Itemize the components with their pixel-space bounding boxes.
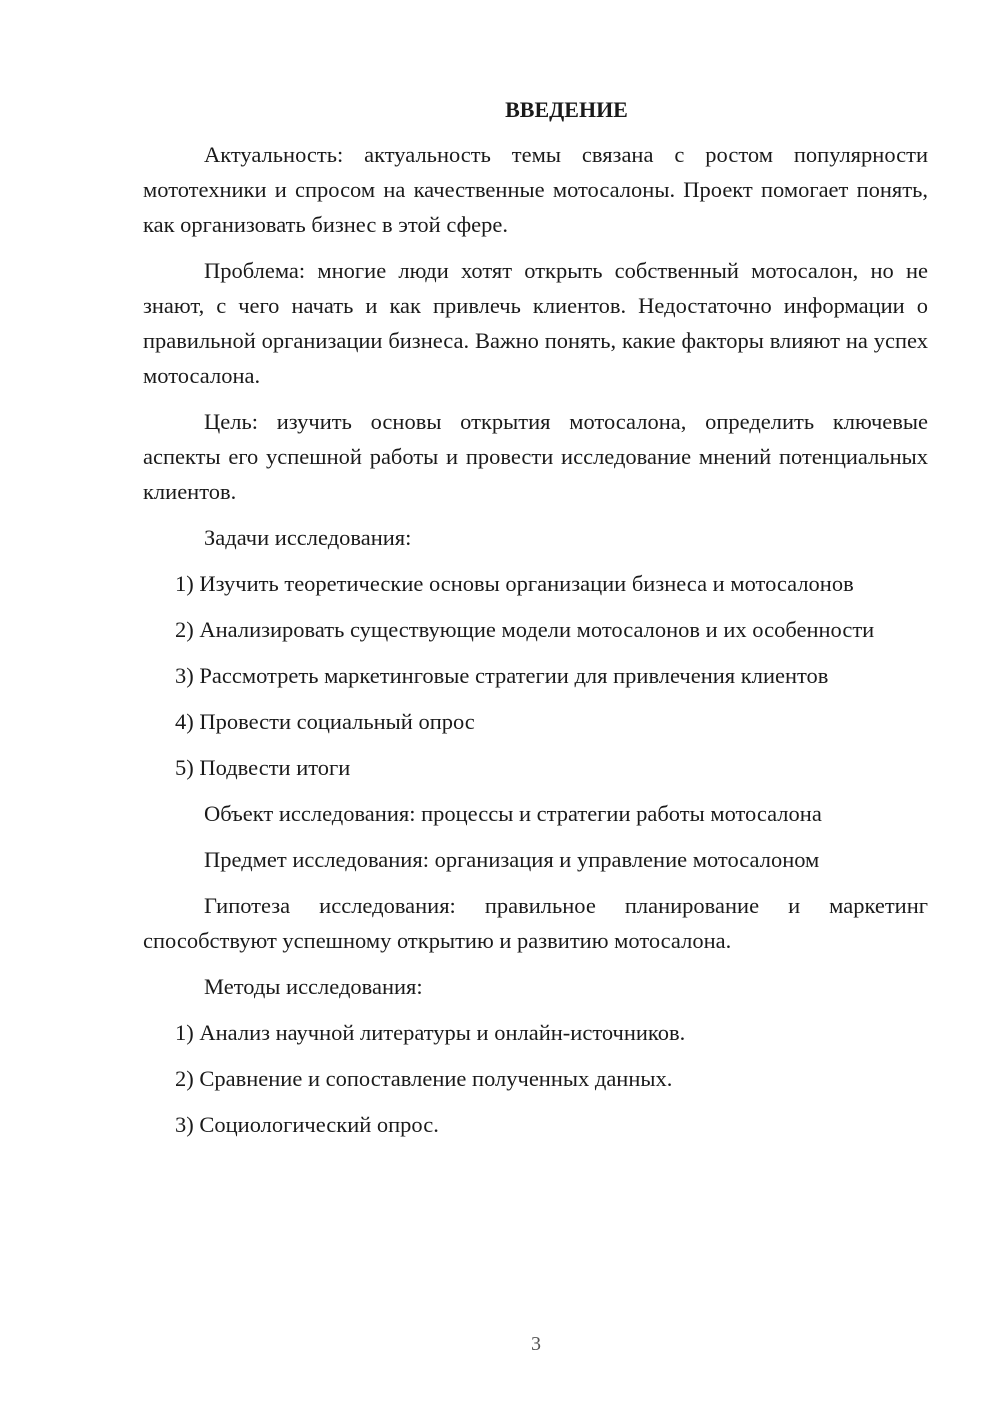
task-item: 3) Рассмотреть маркетинговые стратегии для привлечения клиентов (175, 663, 829, 688)
task-item: 2) Анализировать существующие модели мотосалонов и их особенности (175, 617, 875, 642)
document-body (143, 92, 928, 1153)
goal-paragraph: Цель: изучить основы открытия мотосалона, определить ключевые аспекты его успешной работы и провести исследование мнений потенциальных клиентов. (143, 409, 928, 504)
method-item: 2) Сравнение и сопоставление полученных данных. (175, 1066, 673, 1091)
task-item: 5) Подвести итоги (175, 755, 351, 780)
subject-paragraph: Предмет исследования: организация и управление мотосалоном (204, 847, 820, 872)
relevance-paragraph: Актуальность: актуальность темы связана с ростом популярности мототехники и спросом на качественные мотосалоны. Проект помогает понять, как организовать бизнес в этой сфере. (143, 142, 928, 237)
method-item: 1) Анализ научной литературы и онлайн-источников. (175, 1020, 686, 1045)
task-item: 1) Изучить теоретические основы организации бизнеса и мотосалонов (175, 571, 854, 596)
page-number: 3 (531, 1333, 541, 1355)
methods-label: Методы исследования: (204, 974, 423, 999)
object-paragraph: Объект исследования: процессы и стратегии работы мотосалона (204, 801, 822, 826)
section-heading: ВВЕДЕНИЕ (505, 97, 628, 122)
problem-paragraph: Проблема: многие люди хотят открыть собственный мотосалон, но не знают, с чего начать и как привлечь клиентов. Недостаточно информации о правильной организации бизнеса. Важно понять, какие факторы влияют на успех мотосалона. (143, 258, 928, 388)
method-item: 3) Социологический опрос. (175, 1112, 439, 1137)
task-item: 4) Провести социальный опрос (175, 709, 475, 734)
tasks-label: Задачи исследования: (204, 525, 412, 550)
hypothesis-paragraph: Гипотеза исследования: правильное планирование и маркетинг способствуют успешному открытию и развитию мотосалона. (143, 893, 928, 953)
